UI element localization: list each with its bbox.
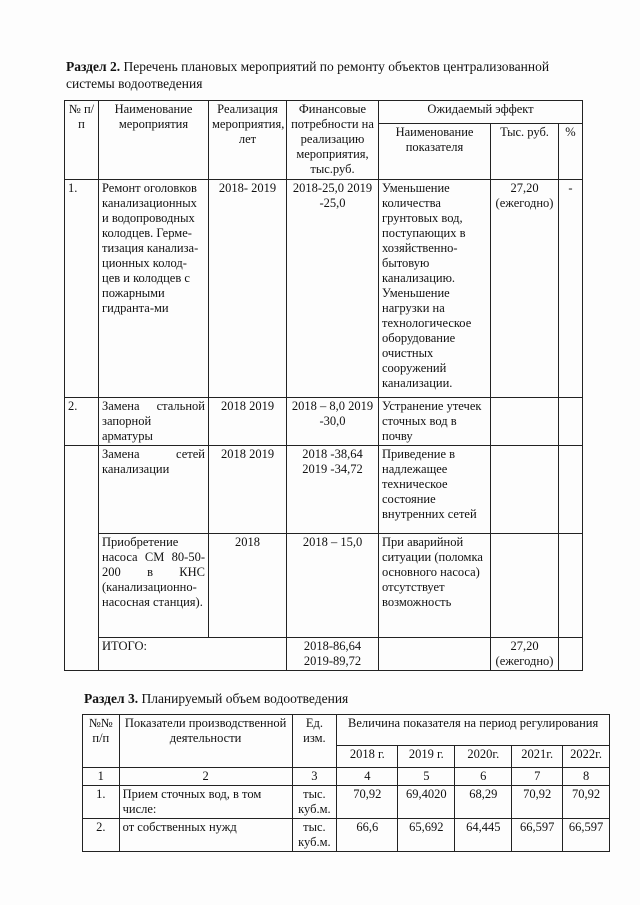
section3-label: Раздел 3. xyxy=(84,691,139,706)
row-value: 64,445 xyxy=(455,819,512,852)
header-value: Величина показателя на период регулирования xyxy=(337,715,610,746)
row-num: 2. xyxy=(65,398,99,446)
row-years: 2018- 2019 xyxy=(209,180,287,398)
header-indicator: Наименование показателя xyxy=(379,124,491,180)
table-row xyxy=(83,786,610,819)
col-number: 6 xyxy=(455,768,512,786)
total-label: ИТОГО: xyxy=(99,637,287,670)
section2-title xyxy=(66,58,596,92)
total-indicator xyxy=(379,637,491,670)
header-row xyxy=(83,715,610,746)
table-row xyxy=(65,533,583,637)
header-num: № п/п xyxy=(65,101,99,180)
header-unit: Ед. изм. xyxy=(292,715,337,768)
row-rub xyxy=(491,446,559,534)
row-value: 70,92 xyxy=(337,786,398,819)
col-number: 3 xyxy=(292,768,337,786)
row-pct xyxy=(559,398,583,446)
header-finance: Финансовые потребности на реализацию мероприятия, тыс.руб. xyxy=(287,101,379,180)
row-value: 70,92 xyxy=(512,786,563,819)
header-realization: Реализация мероприятия, лет xyxy=(209,101,287,180)
header-percent: % xyxy=(559,124,583,180)
section3-title-text: Планируемый объем водоотведения xyxy=(138,691,349,706)
row-rub: 27,20 (ежегодно) xyxy=(491,180,559,398)
row-finance: 2018 – 8,0 2019 -30,0 xyxy=(287,398,379,446)
row-num: 1. xyxy=(65,180,99,398)
total-row xyxy=(65,637,583,670)
total-pct xyxy=(559,637,583,670)
row-value: 68,29 xyxy=(455,786,512,819)
col-number: 7 xyxy=(512,768,563,786)
row-rub xyxy=(491,398,559,446)
year-cell: 2021г. xyxy=(512,746,563,768)
col-number: 4 xyxy=(337,768,398,786)
row-num xyxy=(65,446,99,534)
row-value: 65,692 xyxy=(398,819,455,852)
row-indicator: Устранение утечек сточных вод в почву xyxy=(379,398,491,446)
section3-title xyxy=(84,690,584,707)
row-value: 70,92 xyxy=(563,786,610,819)
total-rub: 27,20 (ежегодно) xyxy=(491,637,559,670)
row-pct xyxy=(559,533,583,637)
col-number: 5 xyxy=(398,768,455,786)
row-name: Прием сточных вод, в том числе: xyxy=(119,786,292,819)
header-effect: Ожидаемый эффект xyxy=(379,101,583,124)
col-number: 1 xyxy=(83,768,120,786)
row-value: 69,4020 xyxy=(398,786,455,819)
row-num xyxy=(65,533,99,637)
header-thousand-rub: Тыс. руб. xyxy=(491,124,559,180)
row-name: Приобретение насоса СМ 80-50-200 в КНС (канализационно-насосная станция). xyxy=(99,533,209,637)
header-indicator: Показатели производственной деятельности xyxy=(119,715,292,768)
year-cell: 2022г. xyxy=(563,746,610,768)
row-indicator: При аварийной ситуации (поломка основного насоса) отсутствует возможность xyxy=(379,533,491,637)
header-name: Наименование мероприятия xyxy=(99,101,209,180)
row-value: 66,597 xyxy=(563,819,610,852)
total-finance: 2018-86,64 2019-89,72 xyxy=(287,637,379,670)
volume-table xyxy=(82,714,610,852)
table-row xyxy=(65,446,583,534)
row-years: 2018 2019 xyxy=(209,446,287,534)
header-row xyxy=(65,101,583,124)
row-name: Замена стальной запорной арматуры xyxy=(99,398,209,446)
year-cell: 2018 г. xyxy=(337,746,398,768)
row-pct xyxy=(559,446,583,534)
column-number-row xyxy=(83,768,610,786)
row-pct: - xyxy=(559,180,583,398)
row-rub xyxy=(491,533,559,637)
table-row xyxy=(65,180,583,398)
row-finance: 2018 -38,64 2019 -34,72 xyxy=(287,446,379,534)
year-cell: 2019 г. xyxy=(398,746,455,768)
row-value: 66,597 xyxy=(512,819,563,852)
row-name: Замена сетей канализации xyxy=(99,446,209,534)
table-row xyxy=(83,819,610,852)
row-indicator: Уменьшение количества грунтовых вод, поступающих в хозяйственно-бытовую канализацию. Уменьшение нагрузки на технологическое оборудование очистных сооружений канализации. xyxy=(379,180,491,398)
row-num: 2. xyxy=(83,819,120,852)
row-unit: тыс. куб.м. xyxy=(292,819,337,852)
row-name: Ремонт оголовков канализационных и водопроводных колодцев. Герме-тизация канализа-ционных колод-цев и колодцев с пожарными гидранта-ми xyxy=(99,180,209,398)
row-finance: 2018-25,0 2019 -25,0 xyxy=(287,180,379,398)
row-value: 66,6 xyxy=(337,819,398,852)
col-number: 8 xyxy=(563,768,610,786)
row-years: 2018 xyxy=(209,533,287,637)
row-num: 1. xyxy=(83,786,120,819)
row-indicator: Приведение в надлежащее техническое состояние внутренних сетей xyxy=(379,446,491,534)
section2-title-text: Перечень плановых мероприятий по ремонту объектов централизованной системы водоотведения xyxy=(66,59,550,91)
col-number: 2 xyxy=(119,768,292,786)
section2-label: Раздел 2. xyxy=(66,59,121,74)
row-finance: 2018 – 15,0 xyxy=(287,533,379,637)
table-row xyxy=(65,398,583,446)
year-cell: 2020г. xyxy=(455,746,512,768)
header-num: №№ п/п xyxy=(83,715,120,768)
row-years: 2018 2019 xyxy=(209,398,287,446)
total-num xyxy=(65,637,99,670)
measures-table xyxy=(64,100,583,671)
row-name: от собственных нужд xyxy=(119,819,292,852)
row-unit: тыс. куб.м. xyxy=(292,786,337,819)
